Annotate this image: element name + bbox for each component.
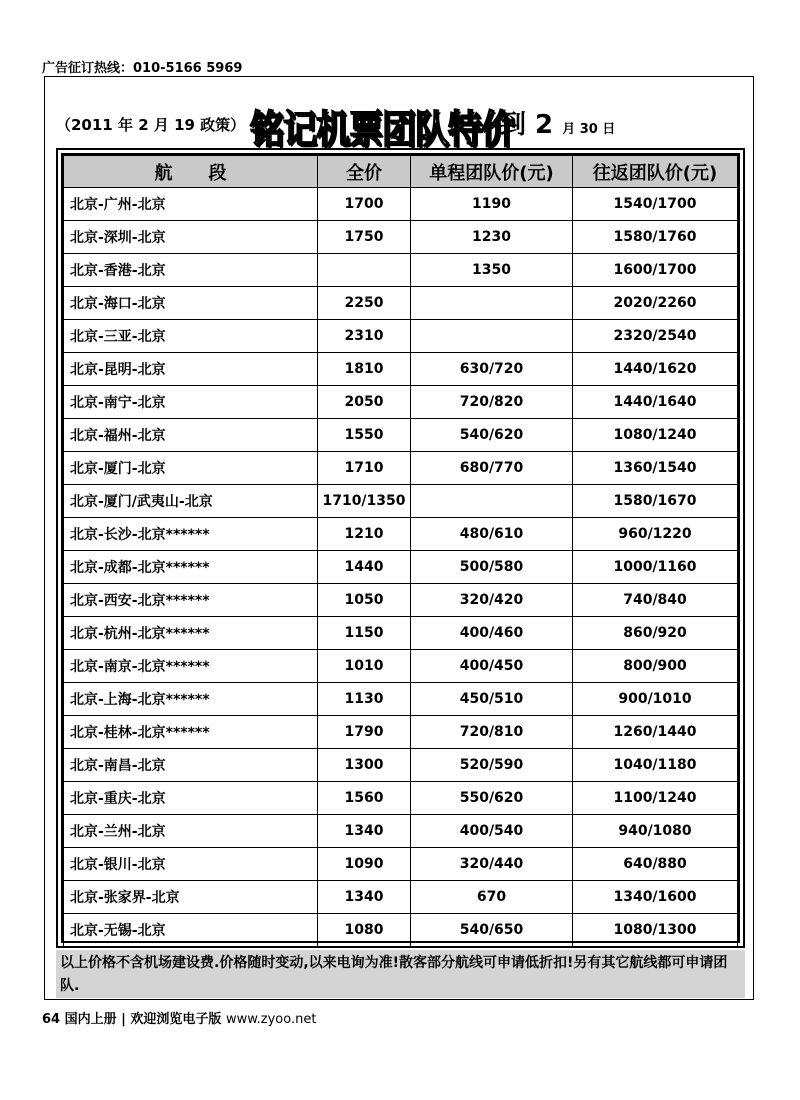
price-note: 以上价格不含机场建设费.价格随时变动,以来电询为准!散客部分航线可申请低折扣!另有其它航线都可申请团队. (56, 950, 745, 998)
cell-full-price: 1560 (318, 782, 411, 815)
cell-one-way-group-price: 720/820 (411, 386, 573, 419)
table-row (64, 782, 738, 815)
cell-one-way-group-price: 540/650 (411, 914, 573, 947)
cell-full-price: 1440 (318, 551, 411, 584)
cell-route: 北京-昆明-北京 (64, 353, 318, 386)
cell-one-way-group-price: 1230 (411, 221, 573, 254)
cell-round-trip-group-price: 860/920 (573, 617, 738, 650)
valid-until (500, 104, 615, 141)
cell-round-trip-group-price: 1440/1640 (573, 386, 738, 419)
table-row (64, 650, 738, 683)
cell-round-trip-group-price: 1080/1240 (573, 419, 738, 452)
cell-route: 北京-兰州-北京 (64, 815, 318, 848)
cell-one-way-group-price: 320/420 (411, 584, 573, 617)
cell-full-price: 1810 (318, 353, 411, 386)
table-row (64, 716, 738, 749)
cell-full-price: 1700 (318, 188, 411, 221)
cell-route: 北京-厦门-北京 (64, 452, 318, 485)
cell-full-price: 1750 (318, 221, 411, 254)
cell-one-way-group-price: 680/770 (411, 452, 573, 485)
cell-full-price: 1710/1350 (318, 485, 411, 518)
table-row (64, 320, 738, 353)
fare-table-frame (56, 148, 745, 948)
cell-full-price: 1550 (318, 419, 411, 452)
header-full-price: 全价 (318, 156, 411, 188)
table-row (64, 815, 738, 848)
cell-one-way-group-price: 400/540 (411, 815, 573, 848)
table-row (64, 353, 738, 386)
cell-full-price: 2250 (318, 287, 411, 320)
table-row (64, 419, 738, 452)
cell-one-way-group-price: 400/460 (411, 617, 573, 650)
cell-full-price: 1340 (318, 881, 411, 914)
valid-until-date: 月 30 日 (562, 122, 616, 137)
fare-table (63, 155, 738, 947)
title-bar (56, 98, 756, 154)
cell-full-price: 1130 (318, 683, 411, 716)
cell-one-way-group-price: 670 (411, 881, 573, 914)
cell-full-price: 2050 (318, 386, 411, 419)
cell-route: 北京-广州-北京 (64, 188, 318, 221)
cell-route: 北京-杭州-北京****** (64, 617, 318, 650)
cell-one-way-group-price (411, 287, 573, 320)
table-row (64, 881, 738, 914)
table-row (64, 254, 738, 287)
table-header-row (64, 156, 738, 188)
table-row (64, 221, 738, 254)
cell-route: 北京-深圳-北京 (64, 221, 318, 254)
cell-route: 北京-无锡-北京 (64, 914, 318, 947)
table-row (64, 188, 738, 221)
policy-date: （2011 年 2 月 19 政策） (56, 116, 246, 134)
cell-round-trip-group-price: 740/840 (573, 584, 738, 617)
cell-round-trip-group-price: 940/1080 (573, 815, 738, 848)
cell-full-price: 1710 (318, 452, 411, 485)
cell-one-way-group-price: 480/610 (411, 518, 573, 551)
cell-round-trip-group-price: 1580/1670 (573, 485, 738, 518)
cell-round-trip-group-price: 2020/2260 (573, 287, 738, 320)
cell-one-way-group-price: 1190 (411, 188, 573, 221)
cell-route: 北京-海口-北京 (64, 287, 318, 320)
cell-full-price: 1210 (318, 518, 411, 551)
cell-one-way-group-price: 550/620 (411, 782, 573, 815)
cell-route: 北京-三亚-北京 (64, 320, 318, 353)
cell-route: 北京-厦门/武夷山-北京 (64, 485, 318, 518)
header-round-trip-group: 往返团队价(元) (573, 156, 738, 188)
cell-route: 北京-西安-北京****** (64, 584, 318, 617)
cell-one-way-group-price: 320/440 (411, 848, 573, 881)
cell-route: 北京-福州-北京 (64, 419, 318, 452)
cell-full-price: 1150 (318, 617, 411, 650)
cell-full-price: 2310 (318, 320, 411, 353)
cell-route: 北京-香港-北京 (64, 254, 318, 287)
table-row (64, 617, 738, 650)
cell-round-trip-group-price: 1340/1600 (573, 881, 738, 914)
cell-round-trip-group-price: 1440/1620 (573, 353, 738, 386)
header-route: 航 段 (64, 156, 318, 188)
table-row (64, 683, 738, 716)
cell-round-trip-group-price: 800/900 (573, 650, 738, 683)
cell-round-trip-group-price: 1540/1700 (573, 188, 738, 221)
cell-route: 北京-上海-北京****** (64, 683, 318, 716)
cell-full-price: 1790 (318, 716, 411, 749)
valid-until-prefix: 到 2 (500, 110, 554, 140)
cell-round-trip-group-price: 900/1010 (573, 683, 738, 716)
table-row (64, 584, 738, 617)
cell-round-trip-group-price: 1000/1160 (573, 551, 738, 584)
cell-round-trip-group-price: 2320/2540 (573, 320, 738, 353)
ad-hotline: 广告征订热线：010-5166 5969 (42, 61, 243, 76)
cell-round-trip-group-price: 1080/1300 (573, 914, 738, 947)
cell-full-price: 1090 (318, 848, 411, 881)
page-title: 铭记机票团队特价 (250, 107, 514, 154)
cell-route: 北京-重庆-北京 (64, 782, 318, 815)
cell-route: 北京-银川-北京 (64, 848, 318, 881)
cell-route: 北京-南昌-北京 (64, 749, 318, 782)
cell-full-price: 1050 (318, 584, 411, 617)
cell-one-way-group-price: 520/590 (411, 749, 573, 782)
table-row (64, 287, 738, 320)
table-row (64, 452, 738, 485)
table-row (64, 518, 738, 551)
table-row (64, 386, 738, 419)
cell-round-trip-group-price: 1580/1760 (573, 221, 738, 254)
cell-one-way-group-price: 400/450 (411, 650, 573, 683)
cell-route: 北京-南京-北京****** (64, 650, 318, 683)
cell-round-trip-group-price: 1360/1540 (573, 452, 738, 485)
cell-one-way-group-price: 630/720 (411, 353, 573, 386)
cell-one-way-group-price: 540/620 (411, 419, 573, 452)
website-link[interactable]: www.zyoo.net (225, 1012, 317, 1027)
cell-route: 北京-成都-北京****** (64, 551, 318, 584)
cell-round-trip-group-price: 640/880 (573, 848, 738, 881)
table-row (64, 551, 738, 584)
cell-one-way-group-price: 500/580 (411, 551, 573, 584)
cell-route: 北京-张家界-北京 (64, 881, 318, 914)
cell-round-trip-group-price: 1600/1700 (573, 254, 738, 287)
page-number-label: 64 国内上册 | 欢迎浏览电子版 (42, 1012, 222, 1027)
cell-route: 北京-长沙-北京****** (64, 518, 318, 551)
cell-round-trip-group-price: 1260/1440 (573, 716, 738, 749)
page-footer (42, 1008, 316, 1027)
cell-full-price: 1340 (318, 815, 411, 848)
cell-route: 北京-南宁-北京 (64, 386, 318, 419)
cell-one-way-group-price (411, 320, 573, 353)
table-row (64, 848, 738, 881)
cell-one-way-group-price (411, 485, 573, 518)
table-row (64, 749, 738, 782)
cell-one-way-group-price: 1350 (411, 254, 573, 287)
cell-full-price: 1300 (318, 749, 411, 782)
cell-round-trip-group-price: 1040/1180 (573, 749, 738, 782)
cell-full-price: 1080 (318, 914, 411, 947)
cell-round-trip-group-price: 960/1220 (573, 518, 738, 551)
table-row (64, 485, 738, 518)
cell-full-price: 1010 (318, 650, 411, 683)
cell-route: 北京-桂林-北京****** (64, 716, 318, 749)
cell-round-trip-group-price: 1100/1240 (573, 782, 738, 815)
cell-one-way-group-price: 720/810 (411, 716, 573, 749)
cell-full-price (318, 254, 411, 287)
cell-one-way-group-price: 450/510 (411, 683, 573, 716)
table-row (64, 914, 738, 947)
header-one-way-group: 单程团队价(元) (411, 156, 573, 188)
